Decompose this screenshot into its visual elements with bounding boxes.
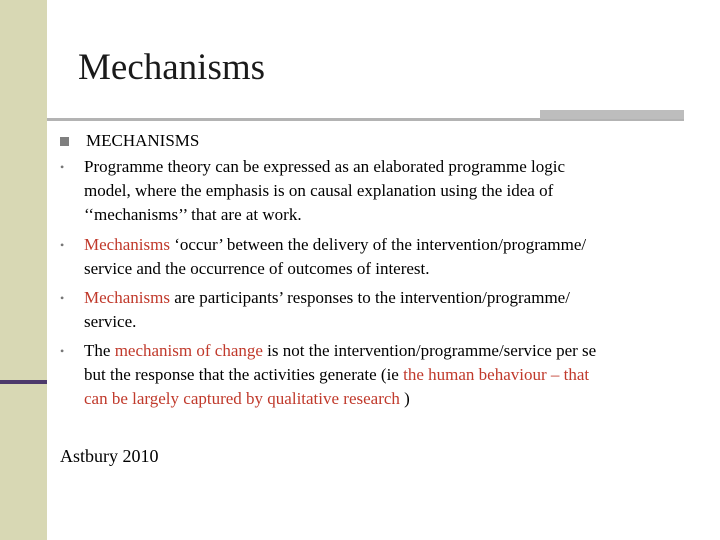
bullet-4-line-3-end: ) bbox=[404, 389, 410, 408]
bullet-3-keyword: Mechanisms bbox=[84, 288, 170, 307]
dot-bullet-icon: • bbox=[60, 160, 65, 174]
bullet-4-line-3-highlight: can be largely captured by qualitative research bbox=[84, 389, 405, 408]
dot-bullet-icon: • bbox=[60, 344, 65, 358]
bullet-4-line-2-highlight: the human behaviour – that bbox=[403, 365, 590, 384]
bullet-3-line-1-rest: are participants’ responses to the intervention/programme/ bbox=[169, 288, 570, 307]
bullet-1-line-2: model, where the emphasis is on causal explanation using the idea of bbox=[84, 181, 554, 200]
square-bullet-icon bbox=[60, 137, 69, 146]
bullet-4-line-3 bbox=[84, 387, 410, 411]
bullet-2-keyword: Mechanisms bbox=[84, 235, 170, 254]
bullet-4-line-1 bbox=[84, 339, 596, 363]
bullet-3-line-2: service. bbox=[84, 312, 137, 331]
bullet-1-line-1: Programme theory can be expressed as an elaborated programme logic bbox=[84, 157, 566, 176]
bullet-3-line-1 bbox=[84, 286, 570, 310]
bullet-4-line-2-start: but the response that the activities generate (ie bbox=[84, 365, 404, 384]
bullet-item-4 bbox=[60, 339, 700, 411]
left-accent-bar bbox=[0, 380, 47, 384]
bullet-4-line-2 bbox=[84, 363, 589, 387]
slide-title: Mechanisms bbox=[78, 47, 266, 88]
heading-row bbox=[60, 130, 199, 152]
dot-bullet-icon: • bbox=[60, 238, 65, 252]
bullet-2-line-1-rest: ‘occur’ between the delivery of the intervention/programme/ bbox=[169, 235, 587, 254]
bullet-4-line-1-end: is not the intervention/programme/service per se bbox=[262, 341, 597, 360]
bullet-2-line-2: service and the occurrence of outcomes of interest. bbox=[84, 259, 430, 278]
bullet-1-line-3: ‘‘mechanisms’’ that are at work. bbox=[84, 205, 302, 224]
left-decorative-bar bbox=[0, 0, 47, 540]
bullet-4-line-1-start: The bbox=[84, 341, 115, 360]
bullet-item-3 bbox=[60, 286, 700, 334]
title-divider-accent bbox=[540, 110, 684, 119]
bullet-2-line-1 bbox=[84, 233, 586, 257]
bullet-item-1 bbox=[60, 155, 700, 227]
citation: Astbury 2010 bbox=[60, 446, 159, 466]
dot-bullet-icon: • bbox=[60, 291, 65, 305]
section-heading: MECHANISMS bbox=[86, 131, 200, 150]
bullet-item-2 bbox=[60, 233, 700, 281]
bullet-4-keyword: mechanism of change bbox=[114, 341, 263, 360]
